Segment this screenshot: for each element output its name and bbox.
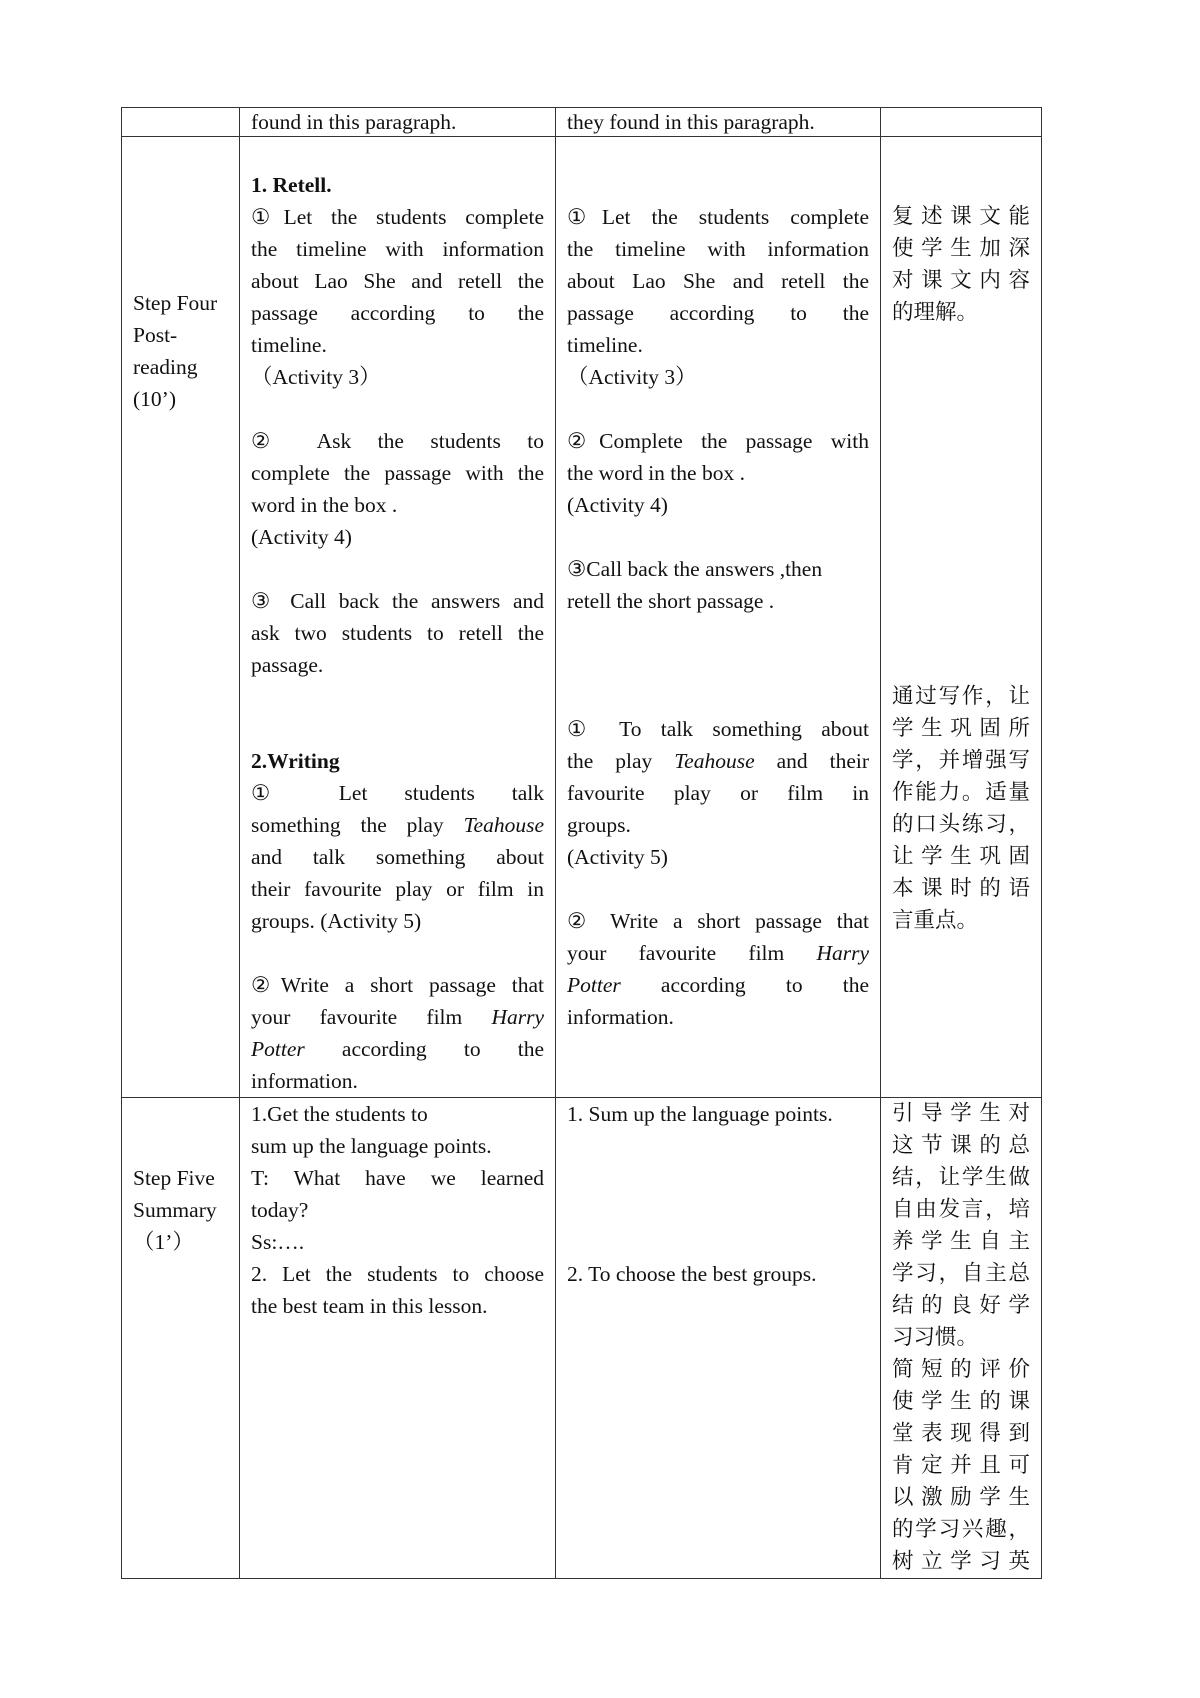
text-line: favourite play or film in: [567, 781, 869, 805]
purpose-line: 结的良好学: [892, 1293, 1030, 1318]
text-line: ② Ask the students to: [251, 429, 544, 453]
film-title: Harry: [491, 1005, 545, 1029]
purpose-line: 结，让学生做: [892, 1165, 1030, 1190]
text-line: passage according to the: [251, 301, 544, 325]
text-line: groups. (Activity 5): [251, 909, 422, 933]
text-line: ①Let the students complete: [567, 205, 869, 229]
table-row: [122, 137, 1042, 1098]
text-line: ① To talk something about: [567, 717, 869, 741]
step-label-line: Step Four: [133, 291, 218, 315]
purpose-line: 以激励学生: [892, 1485, 1030, 1510]
step-four-student-cell: [556, 137, 881, 1098]
purpose-line: 学生巩固所: [892, 716, 1030, 741]
row1-teacher-text: found in this paragraph.: [251, 110, 457, 134]
teacher-activity-cell: [240, 108, 556, 137]
purpose-line: 让学生巩固: [892, 844, 1030, 869]
text-line: and talk something about: [251, 845, 544, 869]
purpose-line: 本课时的语: [892, 876, 1030, 901]
text-line: T: What have we learned: [251, 1166, 544, 1190]
purpose-line: 养学生自主: [892, 1229, 1030, 1254]
table-row: [122, 108, 1042, 137]
purpose-line: 使学生加深: [892, 236, 1030, 261]
step-five-student-cell: [556, 1098, 881, 1579]
text-line: the best team in this lesson.: [251, 1294, 488, 1318]
purpose-line: 堂表现得到: [892, 1421, 1030, 1446]
text-line: information.: [567, 1005, 674, 1029]
table-row: [122, 1098, 1042, 1579]
purpose-line: 言重点。: [892, 908, 979, 933]
activity-ref: (Activity 4): [567, 493, 668, 517]
text-line: ②Complete the passage with: [567, 429, 869, 453]
text-line: Potter according to the: [567, 973, 869, 997]
activity-ref: (Activity 5): [567, 845, 668, 869]
step-five-teacher-cell: [240, 1098, 556, 1579]
retell-heading: 1. Retell.: [251, 173, 332, 197]
text-line: Ss:….: [251, 1230, 305, 1254]
text-line: the play Teahouse and their: [567, 749, 869, 773]
step-label-line: reading: [133, 355, 198, 379]
row1-student-text: they found in this paragraph.: [567, 110, 815, 134]
writing-heading: 2.Writing: [251, 749, 340, 773]
purpose-line: 学，并增强写: [892, 748, 1030, 773]
text-line: ①Let the students complete: [251, 205, 544, 229]
text-line: 1.Get the students to: [251, 1102, 428, 1126]
text-line: ② Write a short passage that: [567, 909, 869, 933]
step-four-label-cell: [122, 137, 240, 1098]
text-line: groups.: [567, 813, 631, 837]
text-line: today?: [251, 1198, 309, 1222]
text-line: 2. To choose the best groups.: [567, 1262, 817, 1286]
step-cell: [122, 108, 240, 137]
text-line: ③Call back the answers ,then: [567, 557, 823, 581]
activity-ref: （Activity 3）: [251, 365, 381, 389]
step-five-purpose-cell: [881, 1098, 1042, 1579]
purpose-line: 作能力。适量: [892, 780, 1030, 805]
text-line: passage according to the: [567, 301, 869, 325]
film-title: Potter: [251, 1037, 305, 1061]
lesson-plan-table: [121, 107, 1042, 1579]
text-line: sum up the language points.: [251, 1134, 492, 1158]
text-line: their favourite play or film in: [251, 877, 544, 901]
text-line: the word in the box .: [567, 461, 745, 485]
text-line: 2. Let the students to choose: [251, 1262, 544, 1286]
purpose-line: 简短的评价: [892, 1357, 1030, 1382]
purpose-line: 通过写作，让: [892, 684, 1030, 709]
student-activity-cell: [556, 108, 881, 137]
text-line: complete the passage with the: [251, 461, 544, 485]
purpose-line: 对课文内容: [892, 268, 1030, 293]
text-line: timeline.: [567, 333, 643, 357]
step-label-line: Post-: [133, 323, 178, 347]
text-line: about Lao She and retell the: [567, 269, 869, 293]
text-line: your favourite film Harry: [251, 1005, 545, 1029]
text-line: ②Write a short passage that: [251, 973, 544, 997]
purpose-line: 学习，自主总: [892, 1261, 1030, 1286]
text-line: Potter according to the: [251, 1037, 544, 1061]
text-line: the timeline with information: [567, 237, 869, 261]
step-label-line: Step Five: [133, 1166, 215, 1190]
text-line: ① Let students talk: [251, 781, 544, 805]
text-line: ask two students to retell the: [251, 621, 544, 645]
play-title: Teahouse: [674, 749, 755, 773]
step-label-line: Summary: [133, 1198, 217, 1222]
purpose-line: 的学习兴趣，: [892, 1517, 1030, 1542]
purpose-line: 自由发言，培: [892, 1197, 1030, 1222]
purpose-line: 引导学生对: [892, 1101, 1030, 1126]
text-line: word in the box .: [251, 493, 398, 517]
purpose-line: 复述课文能: [892, 204, 1030, 229]
step-four-purpose-cell: [881, 137, 1042, 1098]
activity-ref: (Activity 4): [251, 525, 352, 549]
purpose-line: 肯定并且可: [892, 1453, 1030, 1478]
step-label-line: (10’): [133, 387, 176, 411]
text-line: retell the short passage .: [567, 589, 775, 613]
play-title: Teahouse: [463, 813, 544, 837]
film-title: Potter: [567, 973, 621, 997]
text-line: timeline.: [251, 333, 327, 357]
text-line: your favourite film Harry: [567, 941, 870, 965]
text-line: passage.: [251, 653, 324, 677]
film-title: Harry: [816, 941, 870, 965]
activity-ref: （Activity 3）: [567, 365, 697, 389]
text-line: information.: [251, 1069, 358, 1093]
purpose-line: 树立学习英: [892, 1549, 1030, 1574]
text-line: about Lao She and retell the: [251, 269, 544, 293]
purpose-line: 的口头练习，: [892, 812, 1030, 837]
step-five-label-cell: [122, 1098, 240, 1579]
text-line: something the play Teahouse: [251, 813, 544, 837]
purpose-cell: [881, 108, 1042, 137]
purpose-line: 这节课的总: [892, 1133, 1030, 1158]
step-four-teacher-cell: [240, 137, 556, 1098]
text-line: the timeline with information: [251, 237, 544, 261]
purpose-line: 使学生的课: [892, 1389, 1030, 1414]
purpose-line: 习习惯。: [892, 1325, 979, 1350]
step-label-line: （1’）: [133, 1230, 194, 1254]
text-line: 1. Sum up the language points.: [567, 1102, 833, 1126]
purpose-line: 的理解。: [892, 300, 979, 325]
text-line: ③ Call back the answers and: [251, 589, 544, 613]
